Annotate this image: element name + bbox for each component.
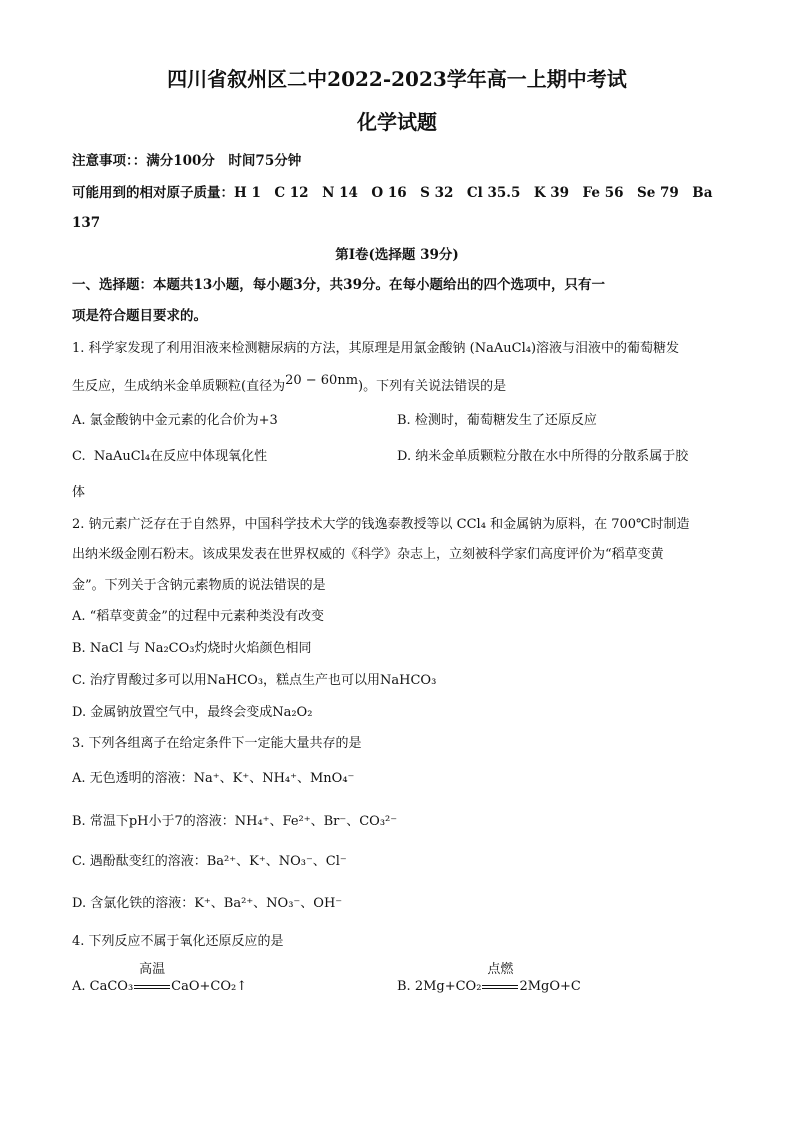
q4-option-b-condition [482, 962, 518, 996]
q4-option-b-reactant: B. 2Mg+CO₂ [397, 979, 482, 994]
q1-stem-line1: 1. 科学家发现了利用泪液来检测糖尿病的方法，其原理是用氯金酸钠 (NaAuCl₄)溶液与泪液中的葡萄糖发 [72, 341, 680, 356]
q4-option-b-product: 2MgO+C [519, 979, 581, 994]
notes-label: 注意事项： [72, 153, 133, 169]
section-intro-line1: 一、选择题：本题共13小题，每小题3分，共39分。在每小题给出的四个选项中，只有一 [72, 277, 605, 293]
q2-stem-line3: 金”。下列关于含钠元素物质的说法错误的是 [72, 578, 326, 593]
q1-stem-line2a: 生反应，生成纳米金单质颗粒(直径为 [72, 379, 286, 394]
q1-size-range: 20 − 60nm [285, 373, 359, 388]
q4-option-a-product: CaO+CO₂↑ [171, 979, 248, 994]
q1-stem-line2b: )。下列有关说法错误的是 [358, 379, 507, 394]
q3-option-d: D. 含氯化铁的溶液：K⁺、Ba²⁺、NO₃⁻、OH⁻ [72, 896, 343, 911]
q1-option-b: B. 检测时，葡萄糖发生了还原反应 [397, 413, 597, 428]
q2-option-d: D. 金属钠放置空气中，最终会变成Na₂O₂ [72, 705, 313, 720]
q4-stem: 4. 下列反应不属于氧化还原反应的是 [72, 934, 284, 949]
q2-option-a: A. “稻草变黄金”的过程中元素种类没有改变 [72, 609, 324, 624]
atomic-masses-line1: 可能用到的相对原子质量：H 1 C 12 N 14 O 16 S 32 Cl 35.5 K 39 Fe 56 Se 79 Ba [72, 185, 713, 201]
q2-stem-line2: 出纳米级金刚石粉末。该成果发表在世界权威的《科学》杂志上，立刻被科学家们高度评价为“稻草变黄 [72, 547, 664, 562]
q1-option-c-label: C. [72, 449, 86, 464]
notes-line [72, 152, 301, 170]
notes-content: ：满分100分 时间75分钟 [132, 153, 302, 169]
q3-option-c: C. 遇酚酞变红的溶液：Ba²⁺、K⁺、NO₃⁻、Cl⁻ [72, 854, 347, 869]
q2-option-b: B. NaCl 与 Na₂CO₃灼烧时火焰颜色相同 [72, 641, 312, 656]
q4-option-a-condition [134, 962, 170, 996]
q3-stem: 3. 下列各组离子在给定条件下一定能大量共存的是 [72, 736, 362, 751]
q4-option-b-condition-text: 点燃 [487, 962, 514, 977]
q4-option-b [397, 962, 581, 996]
q4-option-a-condition-text: 高温 [139, 962, 166, 977]
equals-sign-icon [482, 985, 518, 989]
q2-option-c: C. 治疗胃酸过多可以用NaHCO₃，糕点生产也可以用NaHCO₃ [72, 673, 437, 688]
q1-option-c [72, 448, 267, 466]
q1-option-a: A. 氯金酸钠中金元素的化合价为+3 [72, 413, 278, 428]
q1-option-d: D. 纳米金单质颗粒分散在水中所得的分散系属于胶 [397, 449, 689, 464]
exam-title: 四川省叙州区二中2022-2023学年高一上期中考试 [167, 67, 627, 91]
q4-option-a-reactant: A. CaCO₃ [72, 979, 134, 994]
q2-stem-line1: 2. 钠元素广泛存在于自然界，中国科学技术大学的钱逸泰教授等以 CCl₄ 和金属钠为原料，在 700℃时制造 [72, 517, 690, 532]
q3-option-a: A. 无色透明的溶液：Na⁺、K⁺、NH₄⁺、MnO₄⁻ [72, 771, 355, 786]
atomic-masses-line2: 137 [72, 215, 101, 231]
q3-option-b: B. 常温下pH小于7的溶液：NH₄⁺、Fe²⁺、Br⁻、CO₃²⁻ [72, 814, 398, 829]
exam-subtitle: 化学试题 [357, 110, 437, 134]
q1-stem-line2 [72, 373, 507, 396]
q4-option-a [72, 962, 248, 996]
section-heading: 第I卷(选择题 39分) [335, 247, 459, 263]
q1-option-c-formula: NaAuCl₄ [93, 449, 151, 464]
q1-option-d-cont: 体 [72, 485, 86, 500]
equals-sign-icon [134, 985, 170, 989]
q1-option-c-text: 在反应中体现氧化性 [150, 449, 268, 464]
section-intro-line2: 项是符合题目要求的。 [72, 308, 207, 324]
